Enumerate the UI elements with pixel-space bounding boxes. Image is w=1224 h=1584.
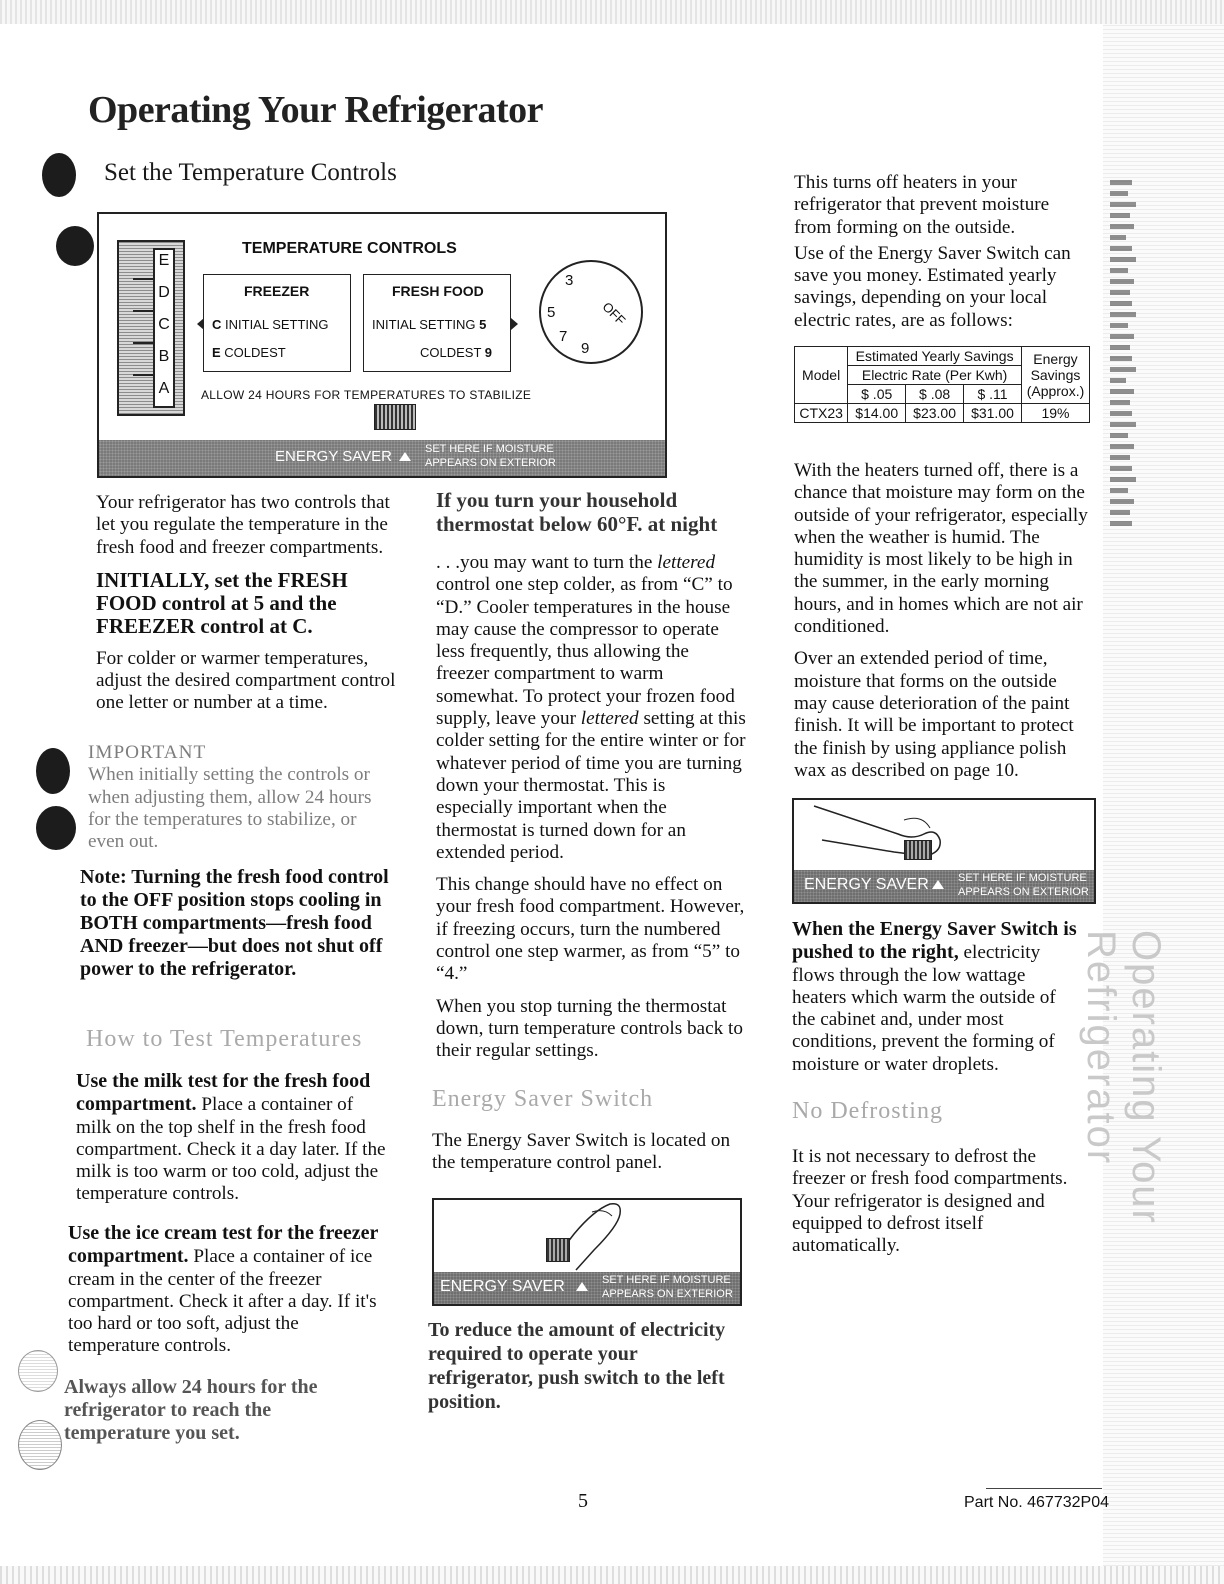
ladder-letter: C (158, 316, 170, 333)
switch-right-text: electricity flows through the low wattage heaters which warm the outside of the cabinet and, under most conditions, prevent the forming of moisture or water droplets. (792, 942, 1056, 1075)
finger-pointing-icon (434, 1200, 740, 1272)
switch-right-figure (792, 798, 1096, 904)
dial-number: 3 (565, 272, 574, 289)
off-position-note: Note: Turning the fresh food control to the OFF position stops cooling in BOTH compartments—fresh food AND freezer—but does not shut off power to the refrigerator. (80, 866, 389, 980)
fresh-food-effect-paragraph: This change should have no effect on your fresh food compartment. However, if freezing occurs, turn the numbered control one step warmer, as from “5” to “4.” (436, 874, 745, 985)
arrow-up-icon (399, 452, 411, 461)
savings-cell: $23.00 (906, 404, 964, 423)
freezer-pointer (197, 318, 204, 330)
energy-saver-heading: Energy Saver Switch (432, 1086, 654, 1112)
header-line: Savings (1030, 367, 1081, 383)
adjust-paragraph: For colder or warmer temperatures, adjust the desired compartment control one letter or number at a time. (96, 647, 396, 714)
initially-heading: INITIALLY, set the FRESH FOOD control at 5 and the FREEZER control at C. (96, 567, 348, 638)
text-run: setting at this colder setting for the entire winter or for whatever period of time you are turning down your thermostat. This is especially important when the thermostat is turned down for an extended period. (436, 708, 746, 863)
scan-edge-bottom (0, 1566, 1224, 1584)
milk-test-text: Place a container of milk on the top shelf in the fresh food compartment. Check it a day later. If the milk is too warm or too cold, adjust the temperature controls. (76, 1094, 386, 1205)
milk-test-lead: Use the milk test for the fresh food compartment. (76, 1070, 371, 1116)
energy-saver-strip (99, 440, 665, 476)
page-title: Operating Your Refrigerator (88, 89, 544, 131)
model-cell: CTX23 (795, 404, 848, 423)
freezer-initial-row (212, 317, 329, 332)
set-here-line1: SET HERE IF MOISTURE (958, 872, 1087, 884)
column-2 (436, 488, 746, 1073)
moisture-paragraph: With the heaters turned off, there is a chance that moisture may form on the outside of your refrigerator, especially when the weather is humid. The humidity is most likely to be high in the summer, in the early morning hours, and in homes which are not air conditioned. (794, 460, 1088, 638)
freezer-label: FREEZER (244, 283, 310, 299)
intro-paragraph: Your refrigerator has two controls that let you regulate the temperature in the fresh food and freezer compartments. (96, 492, 390, 558)
fresh-food-dial[interactable] (539, 260, 643, 364)
panel-heading: TEMPERATURE CONTROLS (242, 240, 457, 257)
fresh-initial-text: INITIAL SETTING (372, 317, 476, 332)
no-defrosting-paragraph: It is not necessary to defrost the freezer or fresh food compartments. Your refrigerator is designed and equipped to defrost itself automatically. (792, 1146, 1068, 1257)
switch-right-lead: When the Energy Saver Switch is pushed to the right, (792, 918, 1077, 964)
no-defrosting-heading: No Defrosting (792, 1098, 943, 1124)
fresh-pointer (511, 318, 518, 330)
binder-hole-1 (42, 153, 76, 197)
ice-cream-test (68, 1222, 386, 1368)
footer-rule (986, 1488, 1102, 1489)
model-header: Model (795, 347, 848, 404)
switch-right-paragraph (792, 918, 1082, 1086)
column-1 (96, 492, 402, 725)
important-text: When initially setting the controls or when adjusting them, allow 24 hours for the temperatures to stabilize, or even out. (88, 764, 372, 853)
fresh-food-label: FRESH FOOD (392, 283, 484, 299)
energy-saver-strip (434, 1272, 740, 1304)
ice-cream-test-text: Place a container of ice cream in the center of the freezer compartment. Check it after a day. If it's too hard or too soft, adjust the temperature controls. (68, 1246, 377, 1357)
milk-test (76, 1070, 390, 1216)
freezer-coldest-letter: E (212, 345, 221, 360)
thermostat-heading: If you turn your household thermostat below 60°F. at night (436, 488, 718, 536)
fresh-coldest-row (420, 345, 492, 360)
rate-cell: $ .11 (964, 385, 1022, 404)
binder-hole-6 (18, 1420, 62, 1470)
percent-cell: 19% (1021, 404, 1089, 423)
set-here-line2: APPEARS ON EXTERIOR (425, 457, 556, 469)
freezer-letter-ladder (117, 240, 185, 416)
freezer-box (203, 274, 351, 372)
dial-number: 7 (559, 328, 568, 345)
sidebar-title: Operating Your Refrigerator (1079, 930, 1168, 1225)
savings-cell: $14.00 (848, 404, 906, 423)
energy-saver-label: ENERGY SAVER (275, 448, 392, 465)
table-row (795, 404, 1090, 423)
section-title: Set the Temperature Controls (104, 159, 397, 186)
set-here-line1: SET HERE IF MOISTURE (425, 443, 554, 455)
switch-knob (904, 840, 932, 860)
freezer-coldest-row (212, 345, 286, 360)
finger-pointing-icon (794, 800, 1094, 870)
stabilize-note: ALLOW 24 HOURS FOR TEMPERATURES TO STABILIZE (201, 388, 532, 402)
deterioration-paragraph: Over an extended period of time, moisture that forms on the outside may cause deterioration of the paint finish. It will be important to protect the finish by using appliance polish wax as described on page 10. (794, 648, 1074, 781)
savings-table (794, 346, 1090, 423)
energy-saver-switch[interactable] (374, 404, 416, 430)
dial-number: 5 (547, 304, 556, 321)
set-here-line1: SET HERE IF MOISTURE (602, 1274, 731, 1286)
header-line: (Approx.) (1026, 383, 1085, 399)
always-allow-note: Always allow 24 hours for the refrigerator to reach the temperature you set. (64, 1376, 318, 1444)
ladder-letter: D (158, 284, 170, 301)
energy-saver-label: ENERGY SAVER (440, 1278, 565, 1295)
dial-off-label: OFF (599, 299, 629, 328)
switch-knob (546, 1238, 570, 1262)
set-here-line2: APPEARS ON EXTERIOR (958, 886, 1089, 898)
text-run: control one step colder, as from “C” to “D.” Cooler temperatures in the house may cause the compressor to operate less frequently, thus allowing the freezer compartment to warm somewhat. To protect your frozen food supply, leave your (436, 574, 735, 730)
energy-saver-label: ENERGY SAVER (804, 876, 929, 893)
energy-savings-header (1021, 347, 1089, 404)
set-here-line2: APPEARS ON EXTERIOR (602, 1288, 733, 1300)
switch-left-figure (432, 1198, 742, 1306)
energy-saver-location: The Energy Saver Switch is located on the temperature control panel. (432, 1130, 731, 1174)
ladder-letter: A (158, 380, 170, 397)
reduce-electricity-note: To reduce the amount of electricity required to operate your refrigerator, push switch to the left position. (428, 1319, 726, 1413)
energy-saver-strip (794, 870, 1094, 902)
dial-number: 9 (581, 340, 590, 357)
part-number: Part No. 467732P04 (964, 1494, 1109, 1511)
edge-tab-marks (1110, 180, 1138, 532)
heaters-paragraph: This turns off heaters in your refrigerator that prevent moisture from forming on the outside. (794, 172, 1050, 238)
text-run-italic: lettered (580, 708, 639, 730)
temperature-control-panel (97, 212, 667, 478)
column-3 (794, 172, 1090, 342)
fresh-food-box (363, 274, 511, 372)
binder-hole-2 (56, 226, 94, 266)
fresh-initial-row (372, 317, 486, 332)
thermostat-paragraph (436, 552, 746, 864)
ladder-letter: B (158, 348, 170, 365)
arrow-up-icon (932, 880, 944, 889)
important-label: IMPORTANT (88, 742, 207, 763)
how-to-test-heading: How to Test Temperatures (86, 1026, 363, 1052)
column-3-middle (794, 460, 1090, 792)
text-run-italic: lettered (657, 552, 716, 573)
fresh-initial-number: 5 (479, 317, 487, 332)
freezer-coldest-text: COLDEST (224, 345, 286, 360)
freezer-initial-text: INITIAL SETTING (225, 317, 329, 332)
regular-settings-paragraph: When you stop turning the thermostat down, turn temperature controls back to their regular settings. (436, 995, 743, 1062)
important-block (88, 742, 388, 853)
savings-paragraph: Use of the Energy Saver Switch can save you money. Estimated yearly savings, depending on your local electric rates, are as follows: (794, 242, 1071, 331)
rate-cell: $ .08 (906, 385, 964, 404)
fresh-coldest-number: 9 (484, 345, 493, 360)
estimated-savings-header: Estimated Yearly Savings (848, 347, 1022, 366)
fresh-coldest-text: COLDEST (420, 345, 482, 360)
ice-cream-test-lead: Use the ice cream test for the freezer compartment. (68, 1222, 379, 1268)
ladder-letter: E (158, 252, 170, 269)
text-run: . . .you may want to turn the (436, 552, 658, 573)
freezer-initial-letter: C (212, 317, 222, 332)
scan-edge-top (0, 0, 1224, 24)
arrow-up-icon (576, 1282, 588, 1291)
binder-hole-4 (36, 806, 76, 850)
binder-hole-3 (36, 748, 70, 794)
savings-cell: $31.00 (964, 404, 1022, 423)
rate-cell: $ .05 (848, 385, 906, 404)
binder-hole-5 (18, 1350, 58, 1392)
electric-rate-header: Electric Rate (Per Kwh) (848, 366, 1022, 385)
page-number: 5 (578, 1490, 588, 1512)
header-line: Energy (1033, 351, 1078, 367)
